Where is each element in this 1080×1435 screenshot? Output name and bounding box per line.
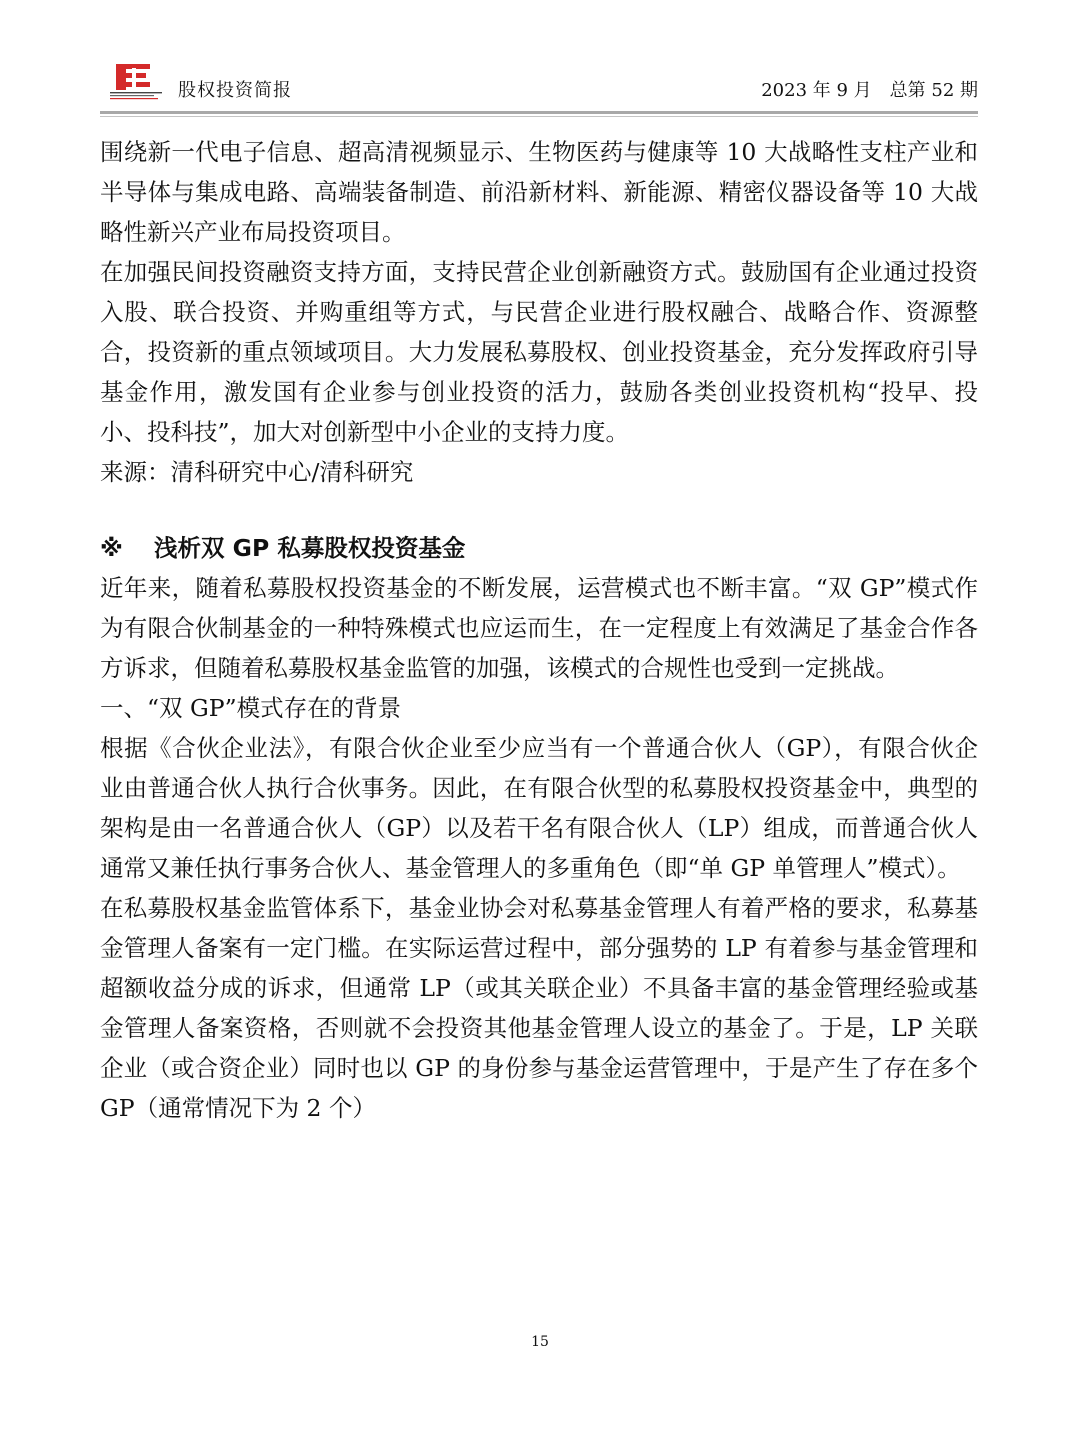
section-heading [100, 528, 978, 568]
header-divider-thin [100, 116, 978, 117]
section-title: 浅析双 GP 私募股权投资基金 [154, 534, 466, 562]
association-logo-icon [108, 62, 172, 104]
intro-paragraph: 近年来，随着私募股权投资基金的不断发展，运营模式也不断丰富。“双 GP”模式作为有限合伙制基金的一种特殊模式也应运而生，在一定程度上有效满足了基金合作各方诉求，但随着私募股权基金监管的加强，该模式的合规性也受到一定挑战。 [100, 574, 978, 682]
subheading: 一、“双 GP”模式存在的背景 [100, 694, 402, 722]
body-paragraph: 在私募股权基金监管体系下，基金业协会对私募基金管理人有着严格的要求，私募基金管理人备案有一定门槛。在实际运营过程中，部分强势的 LP 有着参与基金管理和超额收益分成的诉求，但通常 LP（或其关联企业）不具备丰富的基金管理经验或基金管理人备案资格，否则就不会投资其他基金管理人设立的基金了。于是，LP 关联企业（或合资企业）同时也以 GP 的身份参与基金运营管理中，于是产生了存在多个 GP（通常情况下为 2 个） [100, 894, 978, 1122]
reference-mark: ※ [100, 534, 123, 562]
header-issue: 2023 年 9 月 总第 52 期 [761, 80, 978, 101]
body-paragraph: 围绕新一代电子信息、超高清视频显示、生物医药与健康等 10 大战略性支柱产业和半导体与集成电路、高端装备制造、前沿新材料、新能源、精密仪器设备等 10 大战略性新兴产业布局投资项目。 [100, 138, 978, 246]
source-line: 来源：清科研究中心/清科研究 [100, 458, 414, 486]
page-body [100, 132, 978, 1128]
body-paragraph: 在加强民间投资融资支持方面，支持民营企业创新融资方式。鼓励国有企业通过投资入股、联合投资、并购重组等方式，与民营企业进行股权融合、战略合作、资源整合，投资新的重点领域项目。大力发展私募股权、创业投资基金，充分发挥政府引导基金作用，激发国有企业参与创业投资的活力，鼓励各类创业投资机构“投早、投小、投科技”，加大对创新型中小企业的支持力度。 [100, 258, 978, 446]
header-divider [100, 111, 978, 114]
body-paragraph: 根据《合伙企业法》，有限合伙企业至少应当有一个普通合伙人（GP），有限合伙企业由普通合伙人执行合伙事务。因此，在有限合伙型的私募股权投资基金中，典型的架构是由一名普通合伙人（GP）以及若干名有限合伙人（LP）组成，而普通合伙人通常又兼任执行事务合伙人、基金管理人的多重角色（即“单 GP 单管理人”模式）。 [100, 734, 978, 882]
page-number: 15 [531, 1334, 549, 1350]
page-header [100, 62, 978, 110]
header-title: 股权投资简报 [178, 80, 292, 101]
